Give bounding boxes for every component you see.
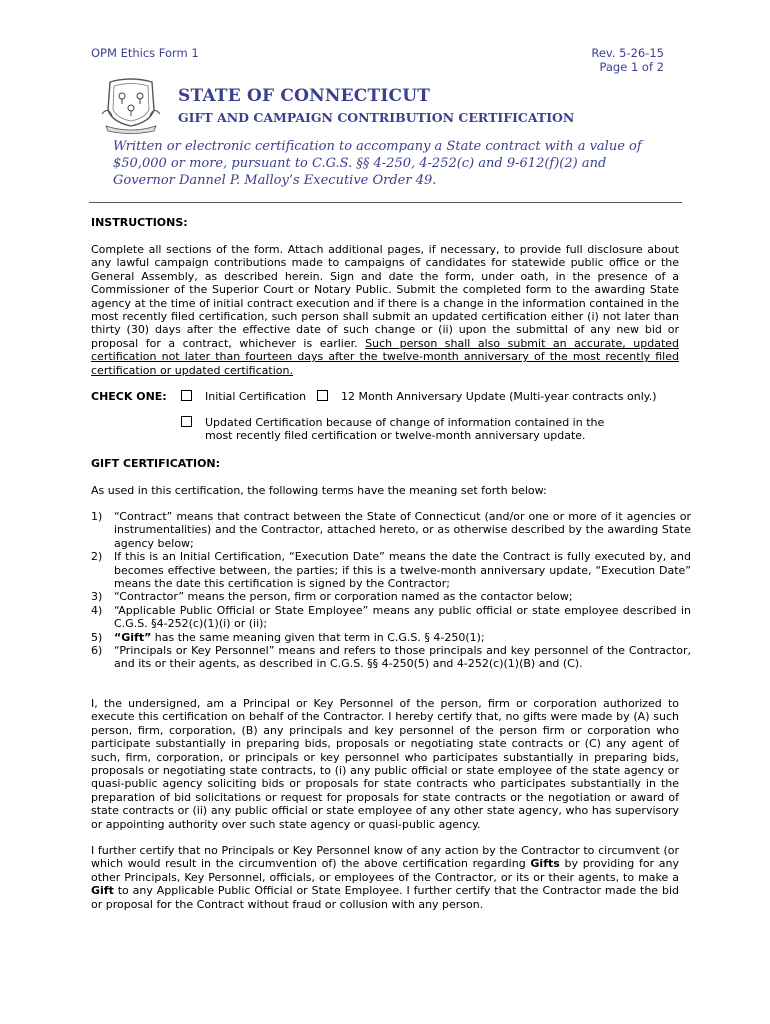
term-text: “Contract” means that contract between the State of Connecticut (and/or one or more of it agencies or instrumentalities) and the Contractor, attached hereto, or as otherwise described by the awarding State agency below; xyxy=(114,510,691,550)
term-item xyxy=(91,604,691,631)
revision-text: Rev. 5-26-15 xyxy=(591,46,664,60)
form-subtitle: Written or electronic certification to accompany a State contract with a value of $50,000 or more, pursuant to C.G.S. §§ 4-250, 4-252(c) and 9-612(f)(2) and Governor Dannel P. Malloy’s Executive Order 49. xyxy=(113,139,642,188)
state-seal-icon xyxy=(100,76,162,134)
term-number: 6) xyxy=(91,644,103,658)
updated-certification-checkbox[interactable] xyxy=(181,416,192,427)
further-bold-gifts: Gifts xyxy=(530,857,560,871)
updated-certification-label: Updated Certification because of change of information contained in the most recently filed certification or twelve-month anniversary update. xyxy=(205,416,605,443)
term-item xyxy=(91,550,691,590)
further-text-2: by providing for any other Principals, Key Personnel, officials, or employees of the Contractor, or its or their agents, to make a xyxy=(91,857,679,884)
term-number: 1) xyxy=(91,510,103,523)
further-certify-paragraph xyxy=(91,844,679,911)
instructions-heading: INSTRUCTIONS: xyxy=(91,216,188,229)
term-text: has the same meaning given that term in C.G.S. § 4-250(1); xyxy=(151,630,485,644)
term-text: “Applicable Public Official or State Employee” means any public official or state employee described in C.G.S. §4-252(c)(1)(i) or (ii); xyxy=(114,603,691,631)
term-number: 5) xyxy=(91,630,103,644)
gift-certification-intro: As used in this certification, the following terms have the meaning set forth below: xyxy=(91,484,547,497)
further-bold-gift: Gift xyxy=(91,884,114,898)
anniversary-update-checkbox[interactable] xyxy=(317,390,328,401)
term-item xyxy=(91,644,691,671)
form-name: OPM Ethics Form 1 xyxy=(91,46,199,60)
term-number: 4) xyxy=(91,603,103,617)
term-text: “Contractor” means the person, firm or corporation named as the contactor below; xyxy=(114,590,573,604)
form-title: GIFT AND CAMPAIGN CONTRIBUTION CERTIFICATION xyxy=(178,110,575,125)
further-text-1: I further certify that no Principals or Key Personnel know of any action by the Contractor to circumvent (or which would result in the circumvention of) the above certification regarding xyxy=(91,844,679,871)
gift-certification-heading: GIFT CERTIFICATION: xyxy=(91,457,221,470)
initial-certification-checkbox[interactable] xyxy=(181,390,192,401)
term-item xyxy=(91,510,691,550)
instructions-text: Complete all sections of the form. Attach additional pages, if necessary, to provide full disclosure about any lawful campaign contributions made to campaigns of candidates for statewide public office or the General Assembly, as described herein. Sign and date the form, under oath, in the presence of a Commissioner of the Superior Court or Notary Public. Submit the completed form to the awarding State agency at the time of initial contract execution and if there is a change in the information contained in the most recently filed certification, such person shall submit an updated certification either (i) not later than thirty (30) days after the effective date of such change or (ii) upon the submittal of any new bid or proposal for a contract, whichever is earlier. xyxy=(91,243,679,350)
instructions-underlined: Such person shall also submit an accurate, updated certification not later than fourteen days after the twelve-month anniversary of the most recently filed certification or updated certification. xyxy=(91,336,680,377)
page-number: Page 1 of 2 xyxy=(599,60,664,74)
anniversary-update-label: 12 Month Anniversary Update (Multi-year contracts only.) xyxy=(341,390,657,403)
term-number: 2) xyxy=(91,550,103,564)
terms-list xyxy=(91,510,691,671)
header-divider xyxy=(89,202,682,203)
term-number: 3) xyxy=(91,590,103,604)
state-title: STATE OF CONNECTICUT xyxy=(178,86,431,106)
certify-paragraph: I, the undersigned, am a Principal or Key Personnel of the person, firm or corporation authorized to execute this certification on behalf of the Contractor. I hereby certify that, no gifts were made by (A) such person, firm, corporation, (B) any principals and key personnel of the person firm or corporation who participate substantially in preparing bids, proposals or negotiating state contracts or (C) any agent of such, firm, corporation, or principals or key personnel who participates substantially in preparing bids, proposals or negotiating state contracts, to (i) any public official or state employee of the state agency or quasi-public agency soliciting bids or proposals for state contracts who participates substantially in the preparation of bid solicitations or request for proposals for state contracts or the negotiation or award of state contracts or (ii) any public official or state employee of any other state agency, who has supervisory or appointing authority over such state agency or quasi-public agency. xyxy=(91,697,679,831)
term-bold: “Gift” xyxy=(114,630,152,644)
term-item xyxy=(91,631,691,644)
term-item xyxy=(91,590,691,603)
term-text: If this is an Initial Certification, “Execution Date” means the date the Contract is fully executed by, and becomes effective between, the parties; if this is a twelve-month anniversary update, “Execution Date” means the date this certification is signed by the Contractor; xyxy=(114,550,691,591)
revision xyxy=(591,46,664,74)
check-one-label: CHECK ONE: xyxy=(91,390,167,403)
term-text: “Principals or Key Personnel” means and refers to those principals and key personnel of the Contractor, and its or their agents, as described in C.G.S. §§ 4-250(5) and 4-252(c)(1)(B) and (C). xyxy=(114,644,691,671)
further-text-3: to any Applicable Public Official or State Employee. I further certify that the Contractor made the bid or proposal for the Contract without fraud or collusion with any person. xyxy=(91,884,679,911)
initial-certification-label: Initial Certification xyxy=(205,390,307,403)
instructions-body xyxy=(91,243,679,377)
